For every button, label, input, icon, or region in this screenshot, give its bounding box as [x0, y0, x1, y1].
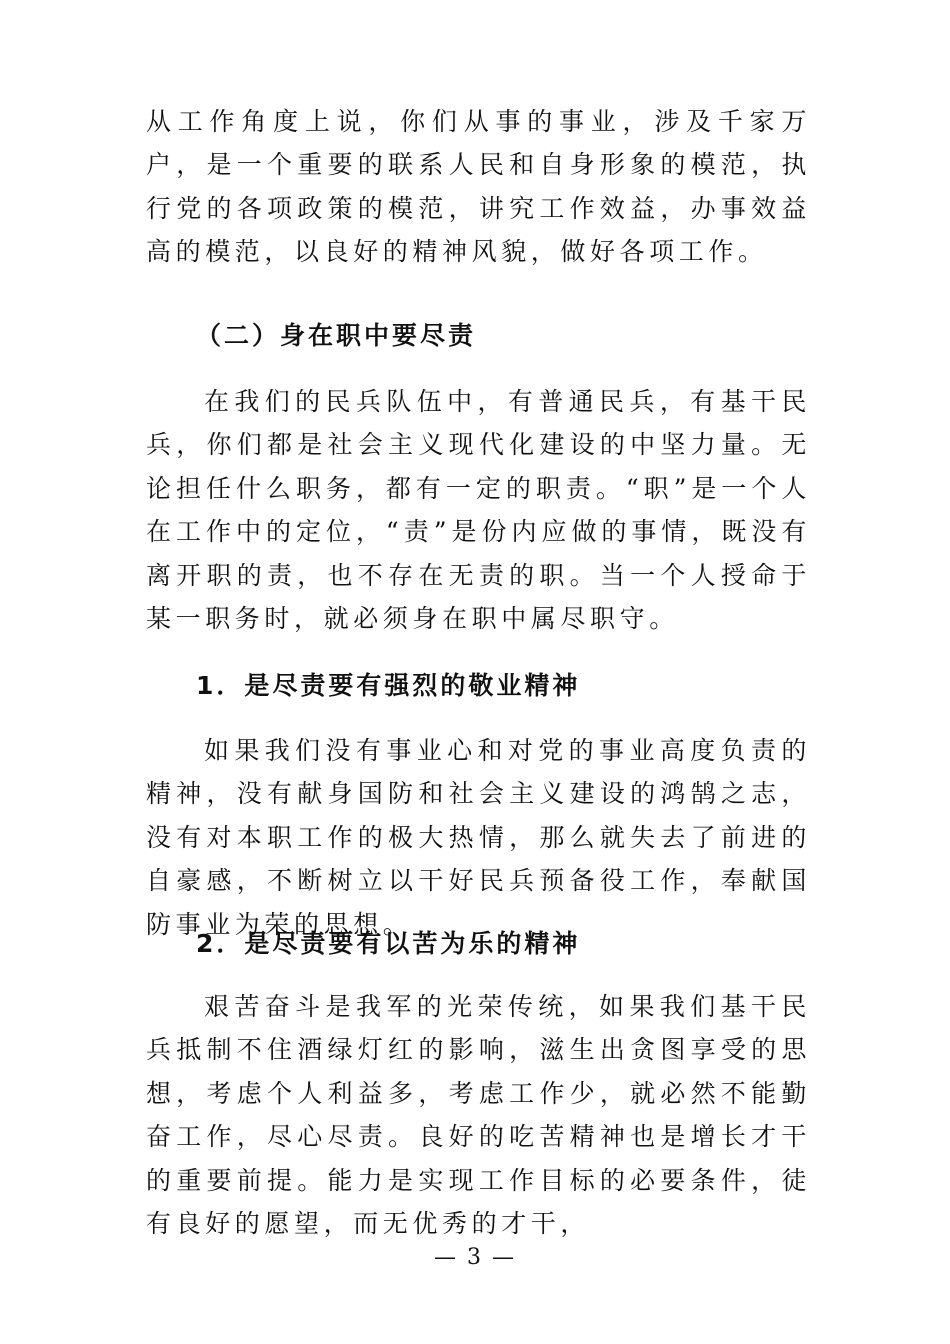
paragraph-dedication: 如果我们没有事业心和对党的事业高度负责的精神，没有献身国防和社会主义建设的鸿鹄之志，没有对本职工作的极大热情，那么就失去了前进的自豪感，不断树立以干好民兵预备役工作，奉献国防事业为荣的思想。: [146, 736, 811, 939]
section-heading-duty: （二）身在职中要尽责: [196, 321, 477, 350]
paragraph-hardship: 艰苦奋斗是我军的光荣传统，如果我们基干民兵抵制不住酒绿灯红的影响，滋生出贪图享受的思想，考虑个人利益多，考虑工作少，就必然不能勤奋工作，尽心尽责。良好的吃苦精神也是增长才干的重要前提。能力是实现工作目标的必要条件，徒有良好的愿望，而无优秀的才干，: [146, 992, 811, 1239]
page-number: — 3 —: [434, 1245, 516, 1270]
paragraph-work-perspective: 从工作角度上说，你们从事的事业，涉及千家万户，是一个重要的联系人民和自身形象的模范，执行党的各项政策的模范，讲究工作效益，办事效益高的模范，以良好的精神风貌，做好各项工作。: [146, 107, 811, 267]
subheading-hardship: 2．是尽责要有以苦为乐的精神: [196, 929, 581, 958]
subheading-dedication: 1．是尽责要有强烈的敬业精神: [196, 671, 581, 700]
paragraph-militia-duty: 在我们的民兵队伍中，有普通民兵，有基干民兵，你们都是社会主义现代化建设的中坚力量。无论担任什么职务，都有一定的职责。“职”是一个人在工作中的定位，“责”是份内应做的事情，既没有离开职的责，也不存在无责的职。当一个人授命于某一职务时，就必须身在职中属尽职守。: [146, 387, 811, 634]
